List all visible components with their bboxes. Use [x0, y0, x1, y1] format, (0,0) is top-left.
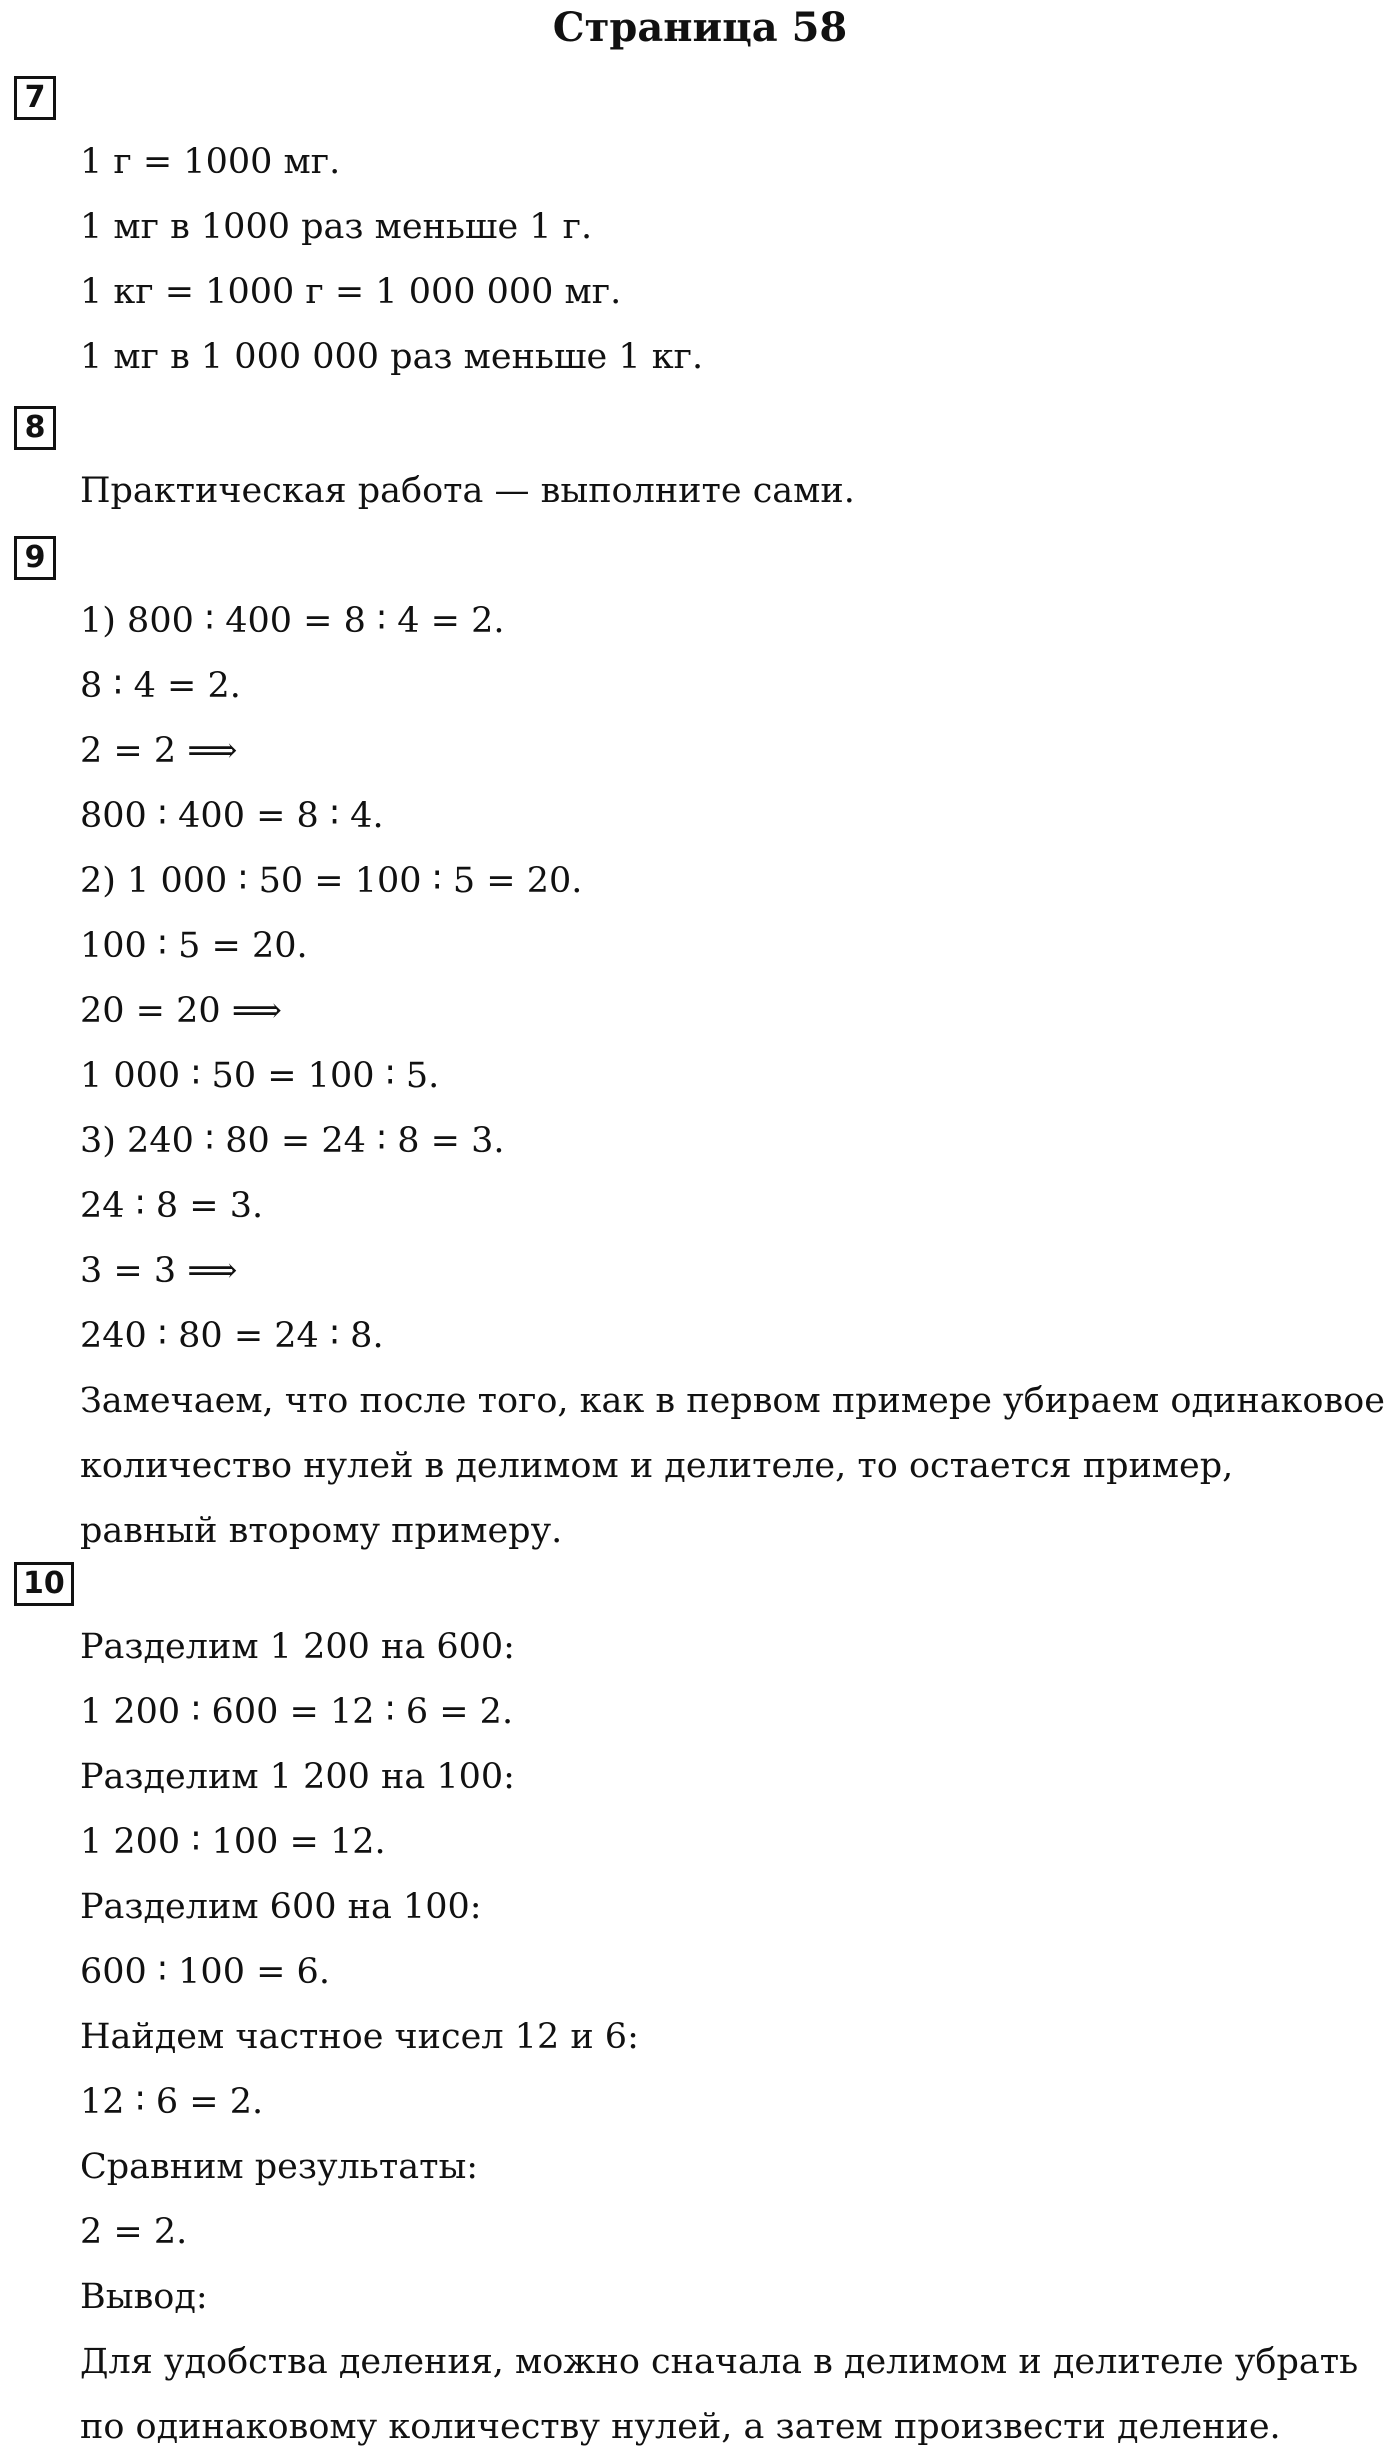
- task-number-8: 8: [14, 406, 56, 450]
- task-9-line: 800 ∶ 400 = 8 ∶ 4.: [80, 796, 384, 836]
- task-9-line: 2) 1 000 ∶ 50 = 100 ∶ 5 = 20.: [80, 861, 583, 901]
- task-9-line: 8 ∶ 4 = 2.: [80, 666, 241, 706]
- task-10-line: по одинаковому количеству нулей, а затем произвести деление.: [80, 2407, 1281, 2447]
- task-10-line: Разделим 600 на 100:: [80, 1887, 482, 1927]
- task-9-line: 100 ∶ 5 = 20.: [80, 926, 308, 966]
- task-10-line: Сравним результаты:: [80, 2147, 479, 2187]
- task-9-line: 1 000 ∶ 50 = 100 ∶ 5.: [80, 1056, 440, 1096]
- task-9-line: 3) 240 ∶ 80 = 24 ∶ 8 = 3.: [80, 1121, 505, 1161]
- task-10-line: 2 = 2.: [80, 2212, 188, 2252]
- page-title: Страница 58: [552, 4, 848, 51]
- task-9-line: равный второму примеру.: [80, 1511, 563, 1551]
- task-10-line: 1 200 ∶ 100 = 12.: [80, 1822, 386, 1862]
- task-10-line: Для удобства деления, можно сначала в делимом и делителе убрать: [80, 2342, 1359, 2382]
- task-9-line: 20 = 20 ⟹: [80, 991, 282, 1031]
- task-10-line: Найдем частное чисел 12 и 6:: [80, 2017, 639, 2057]
- task-8-line: Практическая работа — выполните сами.: [80, 471, 855, 511]
- task-10-line: Разделим 1 200 на 600:: [80, 1627, 515, 1667]
- task-9-line: 24 ∶ 8 = 3.: [80, 1186, 264, 1226]
- task-9-line: 240 ∶ 80 = 24 ∶ 8.: [80, 1316, 384, 1356]
- task-number-7: 7: [14, 76, 56, 120]
- task-10-line: 12 ∶ 6 = 2.: [80, 2082, 264, 2122]
- task-10-line: Разделим 1 200 на 100:: [80, 1757, 515, 1797]
- task-7-line: 1 мг в 1000 раз меньше 1 г.: [80, 207, 593, 247]
- task-number-9: 9: [14, 536, 56, 580]
- task-9-line: количество нулей в делимом и делителе, то остается пример,: [80, 1446, 1234, 1486]
- task-7-line: 1 г = 1000 мг.: [80, 142, 341, 182]
- task-10-line: 1 200 ∶ 600 = 12 ∶ 6 = 2.: [80, 1692, 514, 1732]
- task-10-line: Вывод:: [80, 2277, 208, 2317]
- task-9-line: 3 = 3 ⟹: [80, 1251, 238, 1291]
- task-number-10: 10: [14, 1562, 74, 1606]
- task-7-line: 1 кг = 1000 г = 1 000 000 мг.: [80, 272, 622, 312]
- task-7-line: 1 мг в 1 000 000 раз меньше 1 кг.: [80, 337, 704, 377]
- task-9-line: Замечаем, что после того, как в первом примере убираем одинаковое: [80, 1381, 1385, 1421]
- task-9-line: 2 = 2 ⟹: [80, 731, 238, 771]
- task-10-line: 600 ∶ 100 = 6.: [80, 1952, 330, 1992]
- task-9-line: 1) 800 ∶ 400 = 8 ∶ 4 = 2.: [80, 601, 505, 641]
